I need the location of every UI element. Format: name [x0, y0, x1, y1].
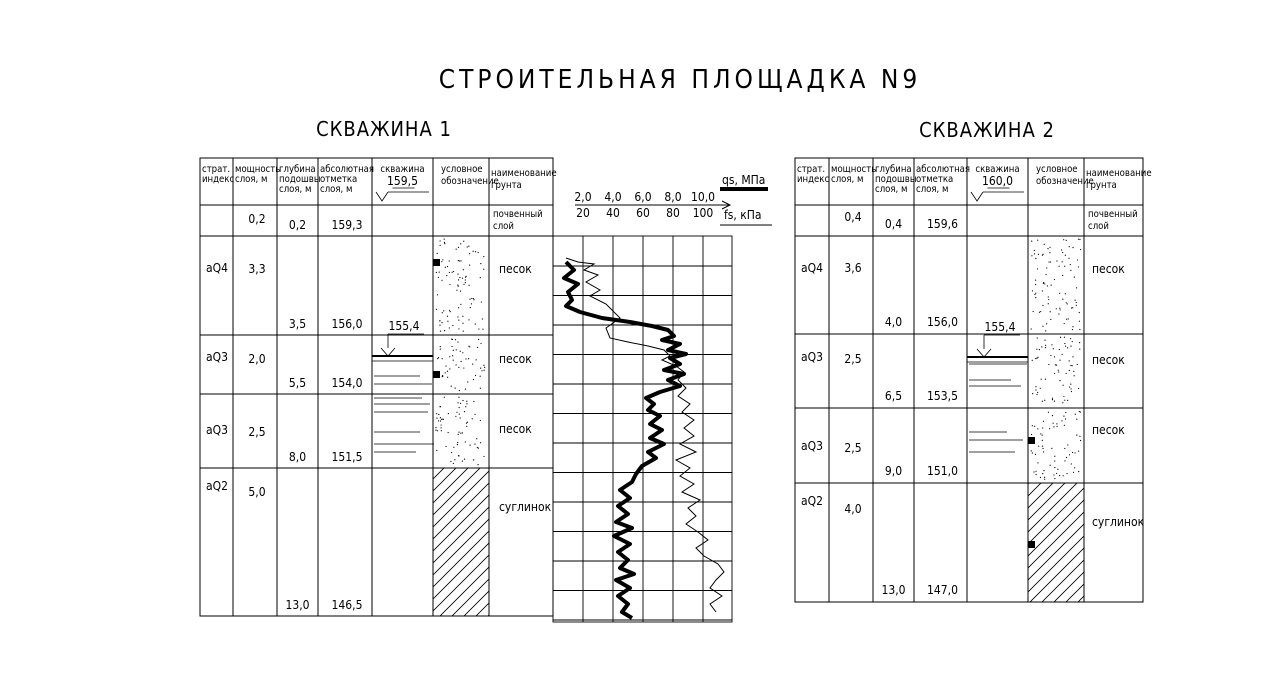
layer-elevation: 147,0 — [927, 583, 958, 597]
layer-thickness: 3,6 — [844, 261, 862, 275]
cpt-chart — [553, 173, 772, 622]
sample-marker — [1028, 541, 1035, 548]
layer-elevation: 153,5 — [927, 389, 958, 403]
header-depth: подошвы — [279, 174, 321, 185]
layer-elevation: 156,0 — [927, 315, 958, 329]
layer-index: aQ4 — [801, 261, 823, 275]
layer-elevation: 159,6 — [927, 217, 958, 231]
layer-thickness: 3,3 — [248, 262, 266, 276]
water-level-mark: 155,4 — [984, 320, 1016, 334]
header-soil-name: наименование — [1086, 168, 1152, 179]
soil-name: суглинок — [1092, 515, 1145, 529]
soil-name: песок — [499, 262, 532, 276]
layer-depth: 6,5 — [884, 389, 903, 403]
header-well-elevation: 159,5 — [387, 174, 418, 188]
layer-index: aQ3 — [206, 350, 228, 364]
soil-name: песок — [499, 352, 532, 366]
qs-tick-label: 4,0 — [604, 190, 622, 204]
layer-depth: 0,2 — [288, 218, 307, 232]
layer-thickness: 2,0 — [248, 352, 266, 366]
header-legend: условное — [441, 164, 483, 175]
header-elevation: абсолютная — [320, 164, 375, 175]
header-legend: обозначение — [441, 176, 499, 187]
soil-name: песок — [499, 422, 532, 436]
header-well-label: скважина — [380, 164, 425, 175]
header-legend: условное — [1036, 164, 1078, 175]
layer-depth: 13,0 — [881, 583, 906, 597]
layer-index: aQ2 — [206, 479, 228, 493]
layer-index: aQ3 — [206, 423, 228, 437]
layer-index: aQ2 — [801, 494, 823, 508]
cpt-grid — [553, 236, 732, 622]
header-thickness: слоя, м — [831, 174, 864, 185]
header-depth: слоя, м — [875, 184, 908, 195]
layer-elevation: 156,0 — [331, 317, 363, 331]
layer-depth: 0,4 — [884, 217, 903, 231]
layer-thickness: 2,5 — [844, 352, 862, 366]
header-elevation: отметка — [916, 174, 954, 185]
fs-tick-label: 60 — [636, 206, 650, 220]
fs-tick-label: 40 — [606, 206, 620, 220]
water-level-mark: 155,4 — [388, 319, 420, 333]
header-strat-index: страт. — [202, 164, 231, 175]
sample-marker — [433, 371, 440, 378]
header-strat-index: индекс — [202, 174, 235, 185]
layer-depth: 3,5 — [288, 317, 307, 331]
layer-thickness: 5,0 — [248, 485, 266, 499]
header-elevation: абсолютная — [916, 164, 971, 175]
layer-elevation: 146,5 — [331, 598, 363, 612]
borehole-1-log-table — [200, 158, 557, 616]
borehole-1-title: СКВАЖИНА 1 — [316, 117, 452, 141]
qs-curve — [564, 262, 686, 618]
layer-depth: 5,5 — [288, 376, 307, 390]
qs-tick-label: 10,0 — [690, 190, 716, 204]
soil-name: песок — [1092, 262, 1125, 276]
layer-depth: 8,0 — [288, 450, 307, 464]
soil-name: суглинок — [499, 500, 552, 514]
layer-elevation: 151,0 — [927, 464, 958, 478]
layer-thickness: 2,5 — [844, 441, 862, 455]
header-strat-index: индекс — [797, 174, 830, 185]
header-depth: глубина — [875, 164, 912, 175]
soil-name: слой — [493, 221, 514, 232]
fs-tick-label: 100 — [692, 206, 714, 220]
sample-marker — [1028, 437, 1035, 444]
layer-depth: 9,0 — [884, 464, 903, 478]
layer-thickness: 2,5 — [248, 425, 266, 439]
header-legend: обозначение — [1036, 176, 1094, 187]
layer-thickness: 0,2 — [248, 212, 266, 226]
qs-tick-label: 6,0 — [634, 190, 652, 204]
soil-name: песок — [1092, 423, 1125, 437]
layer-elevation: 154,0 — [331, 376, 363, 390]
borehole-2-title: СКВАЖИНА 2 — [919, 118, 1055, 142]
fs-axis-ticks — [576, 206, 713, 220]
layer-index: aQ4 — [206, 261, 228, 275]
header-strat-index: страт. — [797, 164, 826, 175]
header-well-label: скважина — [975, 164, 1020, 175]
layer-elevation: 159,3 — [331, 218, 363, 232]
header-elevation: слоя, м — [916, 184, 949, 195]
fs-legend-label: fs, кПа — [724, 208, 762, 222]
header-depth: слоя, м — [279, 184, 312, 195]
layer-elevation: 151,5 — [331, 450, 363, 464]
header-thickness: слоя, м — [235, 174, 268, 185]
soil-name: почвенный — [1088, 209, 1138, 220]
qs-legend-label: qs, МПа — [722, 173, 766, 187]
header-thickness: мощность — [235, 164, 281, 175]
header-well-elevation: 160,0 — [982, 174, 1013, 188]
qs-tick-label: 2,0 — [574, 190, 592, 204]
fs-tick-label: 20 — [576, 206, 590, 220]
fs-curve — [566, 258, 724, 612]
layer-index: aQ3 — [801, 439, 823, 453]
header-depth: глубина — [279, 164, 316, 175]
layer-index: aQ3 — [801, 350, 823, 364]
page-title: СТРОИТЕЛЬНАЯ ПЛОЩАДКА N9 — [438, 65, 922, 95]
header-elevation: слоя, м — [320, 184, 353, 195]
header-elevation: отметка — [320, 174, 358, 185]
layer-depth: 13,0 — [285, 598, 310, 612]
sample-marker — [433, 259, 440, 266]
header-soil-name: наименование — [491, 168, 557, 179]
layer-thickness: 0,4 — [844, 210, 862, 224]
soil-name: слой — [1088, 221, 1109, 232]
qs-axis-ticks — [574, 190, 715, 204]
layer-depth: 4,0 — [884, 315, 903, 329]
soil-name: песок — [1092, 353, 1125, 367]
qs-tick-label: 8,0 — [664, 190, 682, 204]
borehole-2-log-table — [795, 158, 1152, 602]
header-thickness: мощность — [831, 164, 877, 175]
header-depth: подошвы — [875, 174, 917, 185]
header-soil-name: грунта — [491, 180, 522, 191]
fs-tick-label: 80 — [666, 206, 680, 220]
layer-thickness: 4,0 — [844, 502, 862, 516]
soil-name: почвенный — [493, 209, 543, 220]
header-soil-name: грунта — [1086, 180, 1117, 191]
